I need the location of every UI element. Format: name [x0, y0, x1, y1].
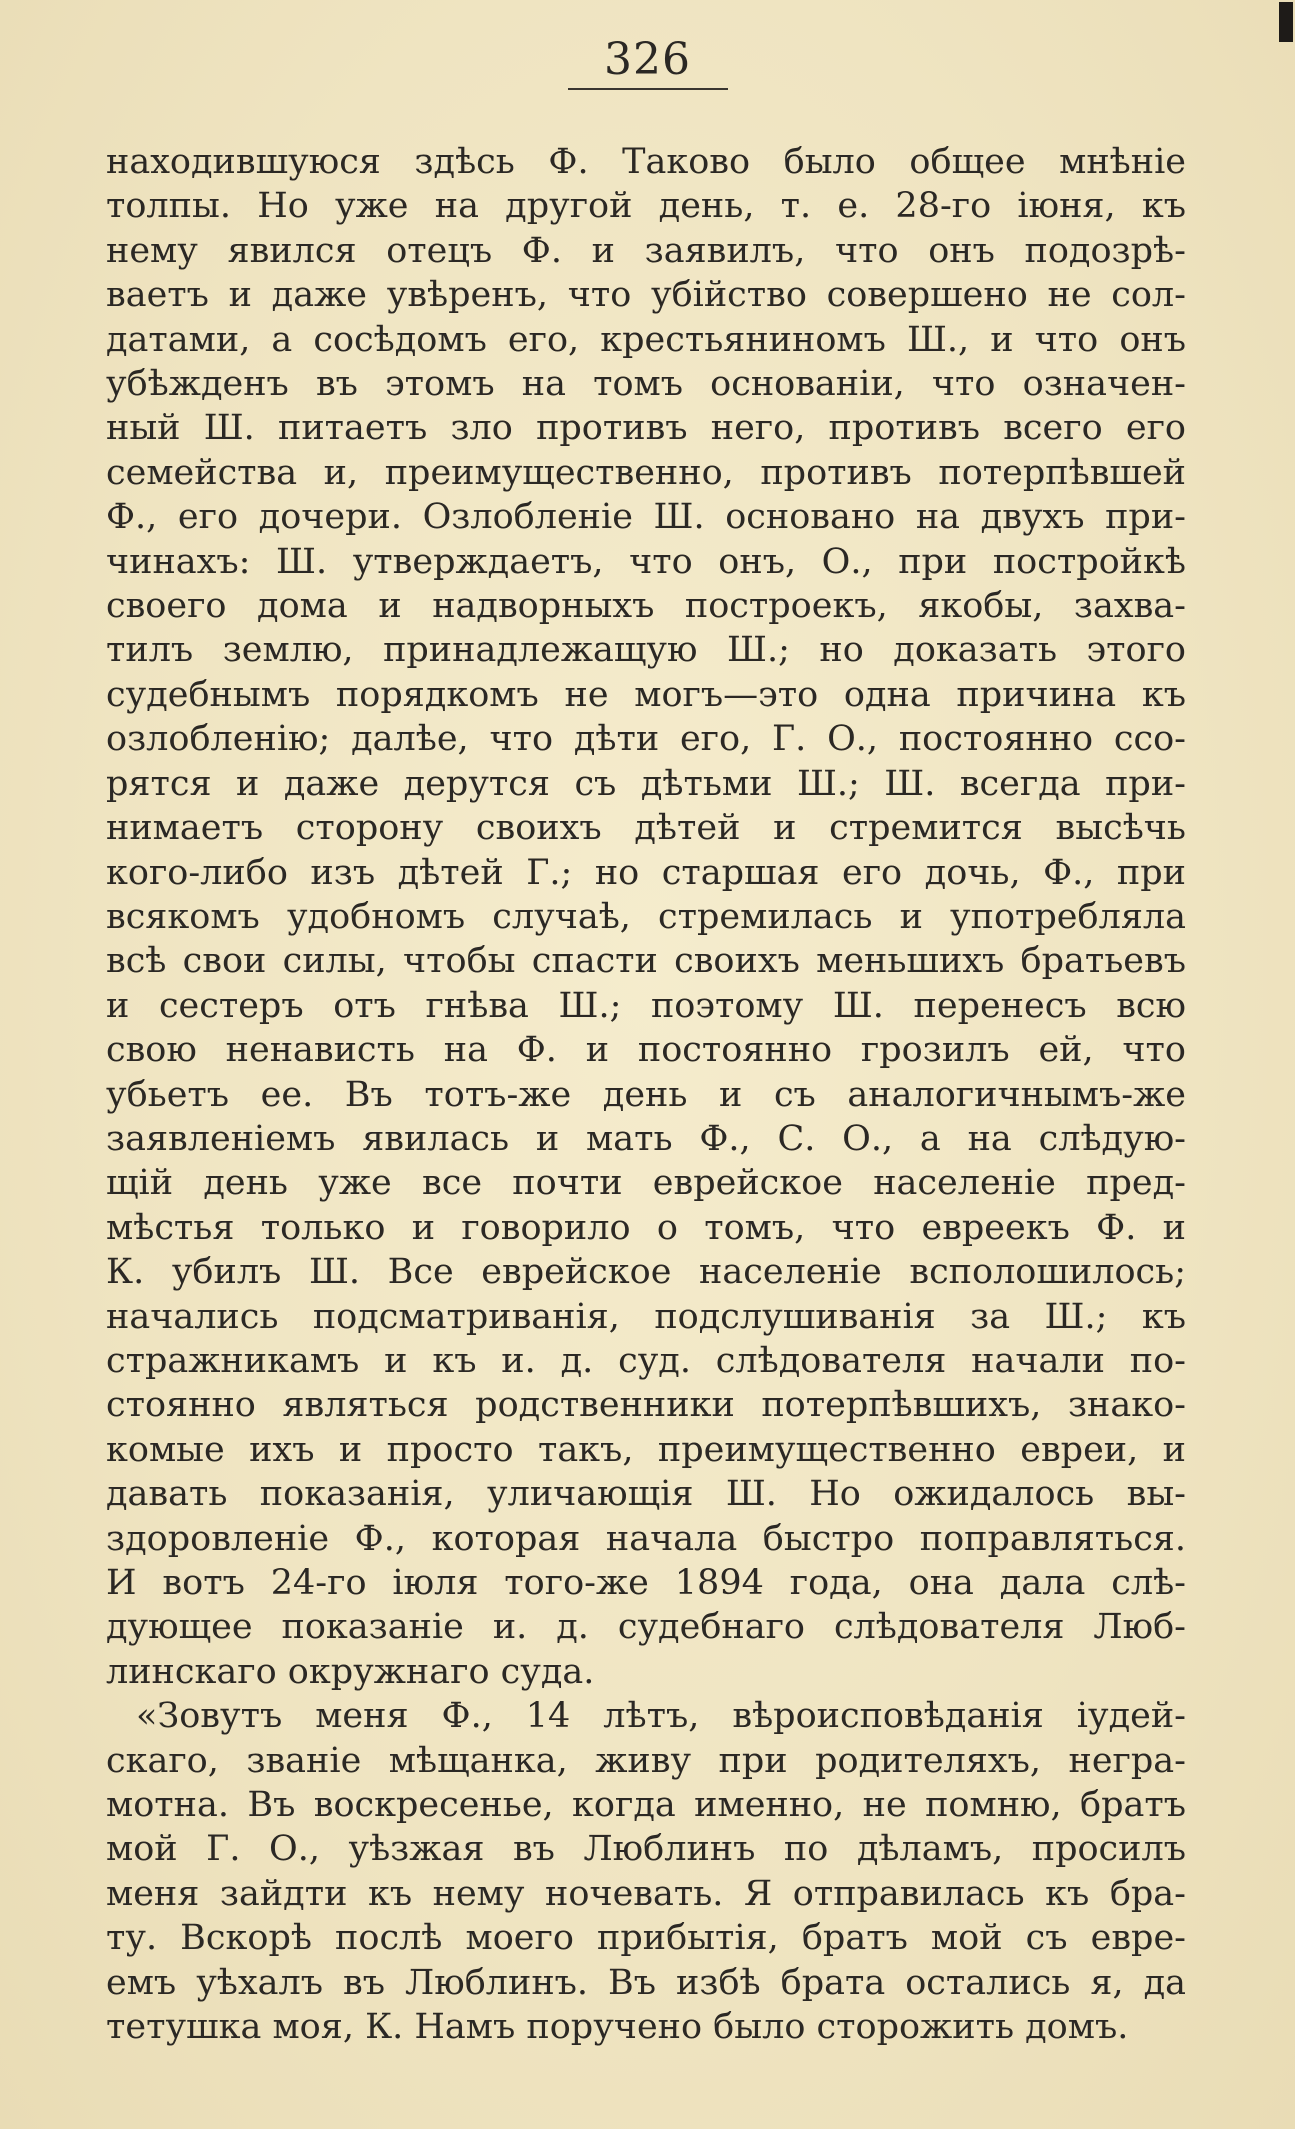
text-line: начались подсматриванія, подслушиванія за Ш.; къ	[106, 1296, 1186, 1337]
text-line: чинахъ: Ш. утверждаетъ, что онъ, О., при постройкѣ	[106, 541, 1186, 582]
scan-edge-mark	[1279, 2, 1293, 42]
page-number-rule	[568, 88, 728, 90]
text-line: меня зайдти къ нему ночевать. Я отправилась къ бра-	[106, 1873, 1186, 1914]
text-line: комые ихъ и просто такъ, преимущественно евреи, и	[106, 1429, 1186, 1470]
text-line: своего дома и надворныхъ построекъ, якобы, захва-	[106, 586, 1186, 627]
text-line: мой Г. О., уѣзжая въ Люблинъ по дѣламъ, просилъ	[106, 1829, 1186, 1870]
text-line: мѣстья только и говорило о томъ, что евреекъ Ф. и	[106, 1207, 1186, 1248]
text-line: дующее показаніе и. д. судебнаго слѣдователя Люб-	[106, 1607, 1186, 1648]
body-text	[106, 140, 1186, 2049]
text-line: ту. Вскорѣ послѣ моего прибытія, братъ мой съ евре-	[106, 1918, 1186, 1959]
text-line: убѣжденъ въ этомъ на томъ основаніи, что означен-	[106, 364, 1186, 405]
text-line: нему явился отецъ Ф. и заявилъ, что онъ подозрѣ-	[106, 230, 1186, 271]
text-line: тилъ землю, принадлежащую Ш.; но доказать этого	[106, 630, 1186, 671]
text-line: скаго, званіе мѣщанка, живу при родителяхъ, негра-	[106, 1740, 1186, 1781]
text-line: убьетъ ее. Въ тотъ-же день и съ аналогичнымъ-же	[106, 1074, 1186, 1115]
text-line: щій день уже все почти еврейское населеніе пред-	[106, 1163, 1186, 1204]
text-line: К. убилъ Ш. Все еврейское населеніе всполошилось;	[106, 1252, 1186, 1293]
text-line: емъ уѣхалъ въ Люблинъ. Въ избѣ брата остались я, да	[106, 1962, 1186, 2003]
text-line: стражникамъ и къ и. д. суд. слѣдователя начали по-	[106, 1340, 1186, 1381]
text-line: всякомъ удобномъ случаѣ, стремилась и употребляла	[106, 896, 1186, 937]
text-line: линскаго окружнаго суда.	[106, 1651, 595, 1692]
text-line: ваетъ и даже увѣренъ, что убійство совершено не сол-	[106, 275, 1186, 316]
text-line: свою ненависть на Ф. и постоянно грозилъ ей, что	[106, 1030, 1186, 1071]
text-line: и сестеръ отъ гнѣва Ш.; поэтому Ш. перенесъ всю	[106, 985, 1186, 1026]
text-line: семейства и, преимущественно, противъ потерпѣвшей	[106, 452, 1186, 493]
text-line: заявленіемъ явилась и мать Ф., С. О., а на слѣдую-	[106, 1118, 1186, 1159]
text-line: толпы. Но уже на другой день, т. е. 28-го іюня, къ	[106, 186, 1186, 227]
text-line: ный Ш. питаетъ зло противъ него, противъ всего его	[106, 408, 1186, 449]
text-line: тетушка моя, К. Намъ поручено было сторожить домъ.	[106, 2007, 1129, 2048]
text-line: мотна. Въ воскресенье, когда именно, не помню, братъ	[106, 1785, 1186, 1826]
text-line: нимаетъ сторону своихъ дѣтей и стремится высѣчь	[106, 808, 1186, 849]
text-line: находившуюся здѣсь Ф. Таково было общее мнѣніе	[106, 142, 1186, 182]
text-line: судебнымъ порядкомъ не могъ—это одна причина къ	[106, 674, 1186, 715]
text-line: кого-либо изъ дѣтей Г.; но старшая его дочь, Ф., при	[106, 852, 1186, 893]
text-line: стоянно являться родственники потерпѣвшихъ, знако-	[106, 1385, 1186, 1426]
text-line: озлобленію; далѣе, что дѣти его, Г. О., постоянно ссо-	[106, 719, 1186, 760]
text-line: всѣ свои силы, чтобы спасти своихъ меньшихъ братьевъ	[106, 941, 1186, 982]
text-line: здоровленіе Ф., которая начала быстро поправляться.	[106, 1518, 1186, 1559]
page-number: 326	[604, 34, 691, 85]
text-line: И вотъ 24-го іюля того-же 1894 года, она дала слѣ-	[106, 1563, 1186, 1603]
text-line: «Зовутъ меня Ф., 14 лѣтъ, вѣроисповѣданія іудей-	[136, 1696, 1186, 1737]
text-line: датами, а сосѣдомъ его, крестьяниномъ Ш., и что онъ	[106, 319, 1186, 360]
text-line: рятся и даже дерутся съ дѣтьми Ш.; Ш. всегда при-	[106, 763, 1186, 804]
text-line: давать показанія, уличающія Ш. Но ожидалось вы-	[106, 1474, 1186, 1515]
text-line: Ф., его дочери. Озлобленіе Ш. основано на двухъ при-	[106, 497, 1186, 538]
